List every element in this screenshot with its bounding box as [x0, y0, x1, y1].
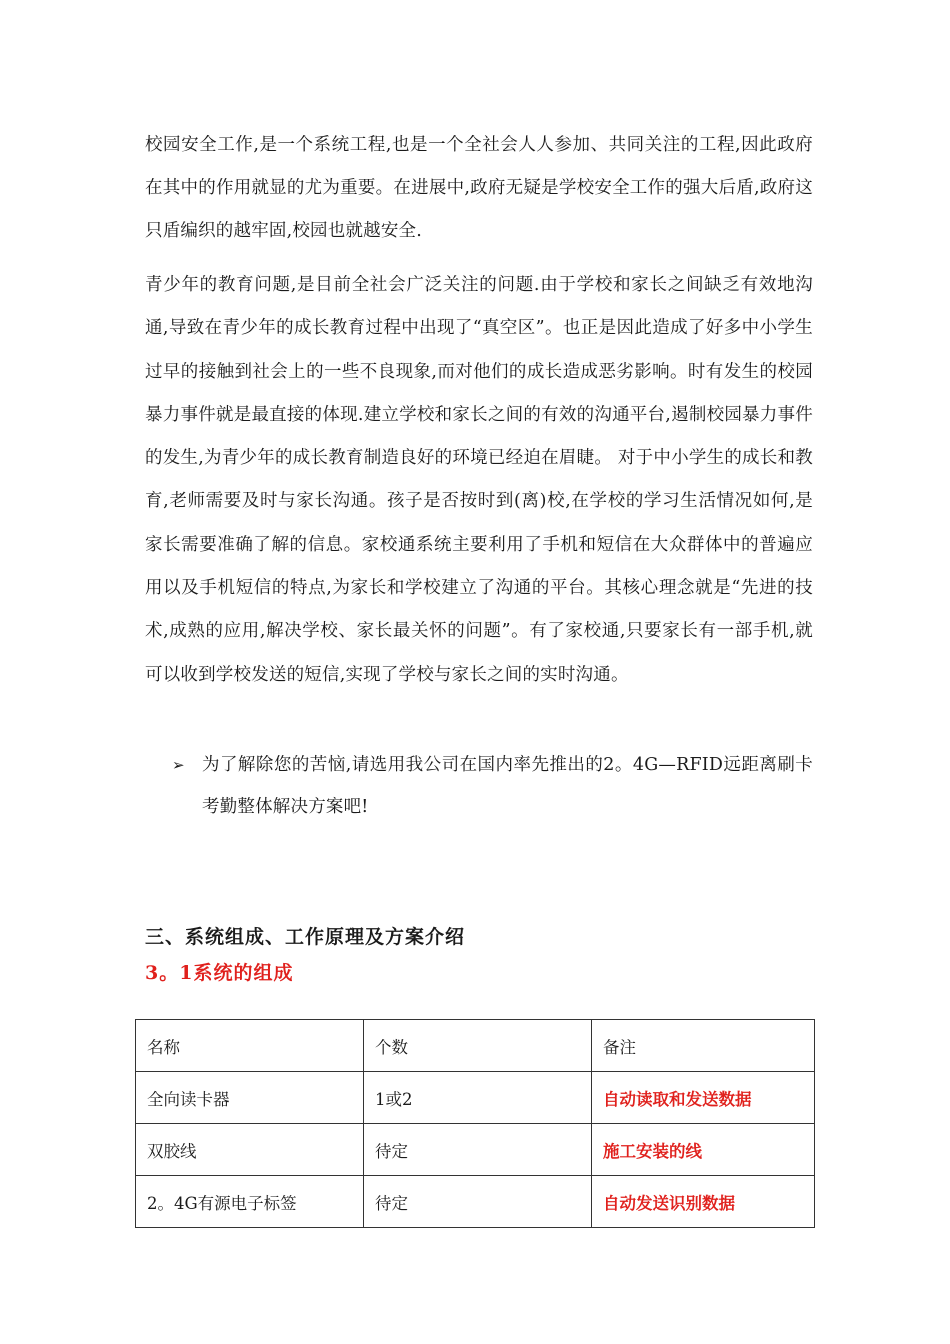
system-components-table	[135, 1019, 815, 1228]
section-subheading: 3。1系统的组成	[145, 962, 294, 984]
bullet-text: 为了解除您的苦恼,请选用我公司在国内率先推出的2。4G—RFID远距离刷卡考勤整体解决方案吧!	[202, 755, 813, 817]
table-cell-name: 双胶线	[136, 1124, 364, 1176]
table-cell-note: 施工安装的线	[592, 1124, 815, 1176]
section-heading: 三、系统组成、工作原理及方案介绍	[145, 926, 466, 948]
paragraph-youth-education: 青少年的教育问题,是目前全社会广泛关注的问题.由于学校和家长之间缺乏有效地沟通,导致在青少年的成长教育过程中出现了“真空区”。也正是因此造成了好多中小学生过早的接触到社会上的一些不良现象,而对他们的成长造成恶劣影响。时有发生的校园暴力事件就是最直接的体现.建立学校和家长之间的有效的沟通平台,遏制校园暴力事件的发生,为青少年的成长教育制造良好的环境已经迫在眉睫。 对于中小学生的成长和教育,老师需要及时与家长沟通。孩子是否按时到(离)校,在学校的学习生活情况如何,是家长需要准确了解的信息。家校通系统主要利用了手机和短信在大众群体中的普遍应用以及手机短信的特点,为家长和学校建立了沟通的平台。其核心理念就是“先进的技术,成熟的应用,解决学校、家长最关怀的问题”。有了家校通,只要家长有一部手机,就可以收到学校发送的短信,实现了学校与家长之间的实时沟通。	[145, 275, 813, 685]
table-row	[136, 1176, 815, 1228]
table-header-row	[136, 1020, 815, 1072]
paragraph-campus-safety: 校园安全工作,是一个系统工程,也是一个全社会人人参加、共同关注的工程,因此政府在其中的作用就显的尤为重要。在进展中,政府无疑是学校安全工作的强大后盾,政府这只盾编织的越牢固,校园也就越安全.	[145, 135, 813, 241]
table-header-cell: 备注	[592, 1020, 815, 1072]
table-header-cell: 名称	[136, 1020, 364, 1072]
table-header-cell: 个数	[364, 1020, 592, 1072]
arrow-bullet-icon: ➢	[172, 756, 185, 774]
bullet-item	[172, 744, 813, 828]
table-cell-name: 全向读卡器	[136, 1072, 364, 1124]
table-cell-count: 待定	[364, 1176, 592, 1228]
table-row	[136, 1072, 815, 1124]
table-cell-note: 自动发送识别数据	[592, 1176, 815, 1228]
table-cell-name: 2。4G有源电子标签	[136, 1176, 364, 1228]
table-cell-count: 待定	[364, 1124, 592, 1176]
table-cell-count: 1或2	[364, 1072, 592, 1124]
table-row	[136, 1124, 815, 1176]
table-cell-note: 自动读取和发送数据	[592, 1072, 815, 1124]
